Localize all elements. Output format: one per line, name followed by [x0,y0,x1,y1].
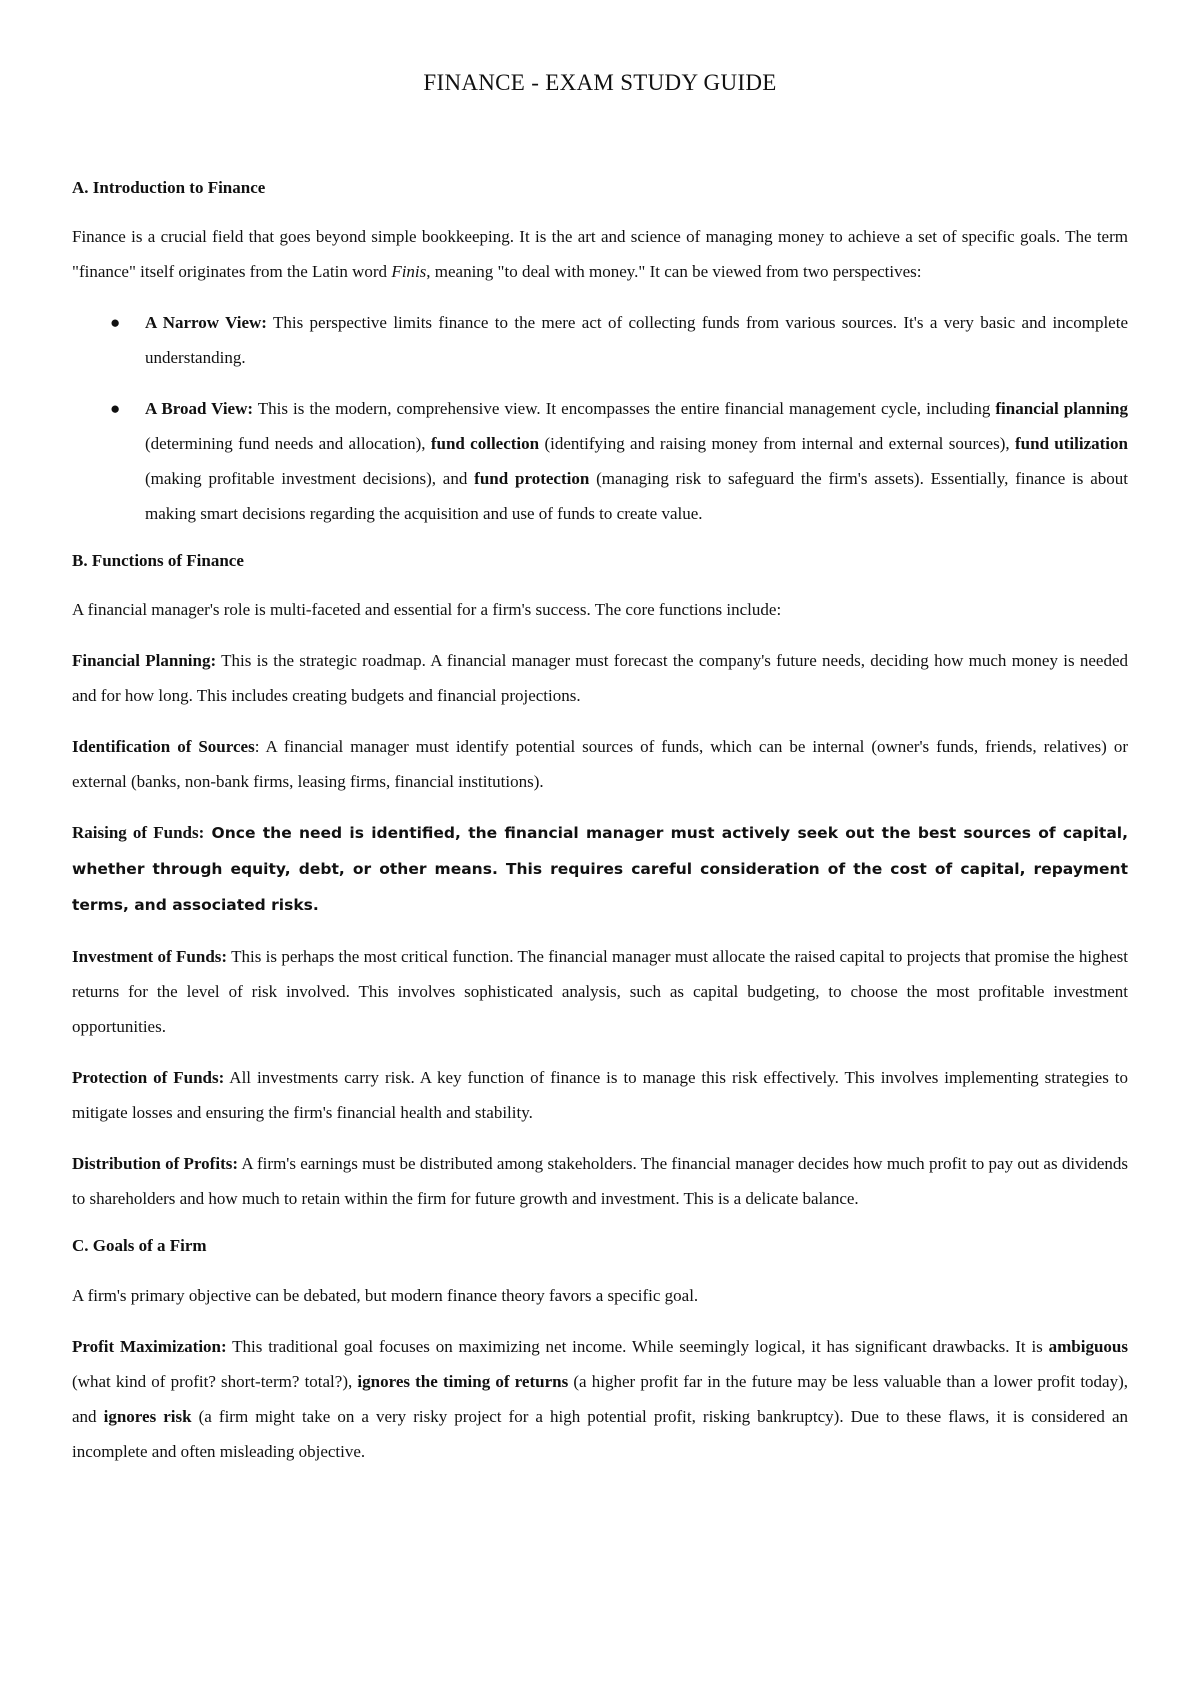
profit-maximization-text: (a firm might take on a very risky project for a high potential profit, risking bankruptcy). Due to these flaws, it is considered an incomplete and often misleading objective. [72,1406,1129,1461]
distribution-profits-text: A firm's earnings must be distributed among stakeholders. The financial manager decides how much profit to pay out as dividends to shareholders and how much to retain within the firm for future growth and investment. This is a delicate balance. [72,1154,1128,1209]
raising-funds-text: Once the need is identified, the financial manager must actively seek out the best sources of capital, whether through equity, debt, or other means. This requires careful consideration of the cost of capital, repayment terms, and associated risks. [72,824,1129,915]
broad-view-text: This is the modern, comprehensive view. It encompasses the entire financial management cycle, including [253,399,996,419]
document-title: FINANCE - EXAM STUDY GUIDE [423,70,777,95]
investment-funds-text: This is perhaps the most critical function. The financial manager must allocate the raised capital to projects that promise the highest returns for the level of risk involved. This involves sophisticated analysis, such as capital budgeting, to choose the most profitable investment opportunities. [72,947,1128,1037]
profit-maximization-text: This traditional goal focuses on maximizing net income. While seemingly logical, it has significant drawbacks. It is [226,1336,1049,1356]
financial-planning-label: Financial Planning: [72,651,217,671]
intro-text-part2: , meaning "to deal with money." It can be viewed from two perspectives: [426,262,922,282]
term-fund-protection: fund protection [474,469,590,489]
term-ignores-timing: ignores the timing of returns [357,1371,569,1391]
protection-funds-label: Protection of Funds: [72,1068,225,1088]
broad-view-text: (identifying and raising money from internal and external sources), [539,434,1015,454]
identification-sources-label: Identification of Sources [72,737,255,757]
financial-planning-paragraph [72,643,1128,713]
broad-view-label: A Broad View: [145,399,254,419]
investment-funds-label: Investment of Funds: [72,947,228,967]
profit-maximization-label: Profit Maximization: [72,1336,227,1356]
bullet-icon: ● [110,399,121,419]
list-item-broad-view [72,391,1128,531]
broad-view-text: (determining fund needs and allocation), [145,434,431,454]
goals-intro-paragraph: A firm's primary objective can be debated, but modern finance theory favors a specific goal. [72,1285,699,1305]
identification-sources-text: : A financial manager must identify potential sources of funds, which can be internal (owner's funds, friends, relatives) or external (banks, non-bank firms, leasing firms, financial institutions). [72,737,1128,792]
section-heading-functions: B. Functions of Finance [72,551,244,571]
term-fund-collection: fund collection [430,434,540,454]
identification-sources-paragraph [72,729,1128,799]
raising-funds-label: Raising of Funds: [72,823,205,843]
bullet-icon: ● [110,313,121,333]
intro-text-part1: Finance is a crucial field that goes beyond simple bookkeeping. It is the art and science of managing money to achieve a set of specific goals. The term "finance" itself originates from the Latin word [72,227,1128,282]
distribution-profits-label: Distribution of Profits: [72,1154,239,1174]
broad-view-text: (making profitable investment decisions), and [145,469,475,489]
term-financial-planning: financial planning [995,399,1128,419]
protection-funds-text: All investments carry risk. A key function of finance is to manage this risk effectively. This involves implementing strategies to mitigate losses and ensuring the firm's financial health and stability. [72,1068,1128,1123]
raising-funds-paragraph [72,815,1128,923]
section-heading-introduction: A. Introduction to Finance [72,178,266,197]
intro-paragraph [72,219,1128,289]
financial-planning-text: This is the strategic roadmap. A financial manager must forecast the company's future needs, deciding how much money is needed and for how long. This includes creating budgets and financial projections. [72,651,1128,706]
profit-maximization-text: (what kind of profit? short-term? total?), [72,1371,358,1391]
latin-word: Finis [391,262,427,282]
functions-intro-paragraph: A financial manager's role is multi-faceted and essential for a firm's success. The core functions include: [72,600,782,620]
investment-funds-paragraph [72,939,1128,1044]
list-item-narrow-view [72,305,1128,375]
profit-maximization-paragraph [72,1329,1128,1469]
narrow-view-text: This perspective limits finance to the mere act of collecting funds from various sources. It's a very basic and incomplete understanding. [145,313,1128,368]
term-ignores-risk: ignores risk [103,1406,192,1426]
distribution-profits-paragraph [72,1146,1128,1216]
perspectives-list [72,305,1128,531]
narrow-view-label: A Narrow View: [145,313,267,333]
broad-view-text: (managing risk to safeguard the firm's assets). Essentially, finance is about making smart decisions regarding the acquisition and use of funds to create value. [145,469,1128,524]
protection-funds-paragraph [72,1060,1128,1130]
section-heading-goals: C. Goals of a Firm [72,1236,207,1256]
term-ambiguous: ambiguous [1048,1336,1128,1356]
profit-maximization-text: (a higher profit far in the future may be less valuable than a lower profit today), and [72,1371,1129,1426]
term-fund-utilization: fund utilization [1014,434,1128,454]
